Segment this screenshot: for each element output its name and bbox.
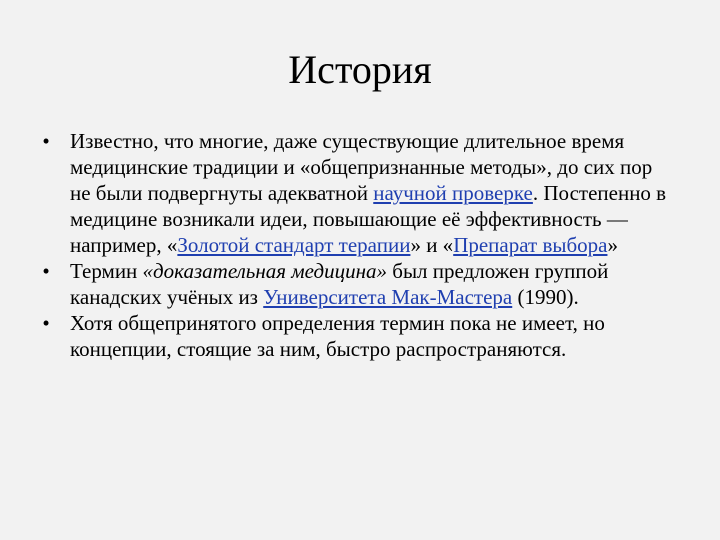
bullet-text: » — [607, 233, 618, 257]
bullet-icon: • — [42, 259, 50, 283]
bullet-icon: • — [42, 311, 50, 335]
bullet-icon: • — [42, 129, 50, 153]
bullet-history-methods — [36, 128, 676, 258]
term-evidence-based-medicine: «доказательная медицина» — [142, 259, 388, 283]
link-drug-of-choice[interactable]: Препарат выбора — [453, 233, 608, 257]
bullet-text: . Постепенно в медицине возникали идеи, повышающие её эффективность — например, « — [70, 181, 667, 257]
slide-title: История — [288, 47, 432, 92]
bullet-text: Хотя общепринятого определения термин пока не имеет, но концепции, стоящие за ним, быстро распространяются. — [70, 311, 605, 361]
bullet-text: (1990). — [512, 285, 579, 309]
link-scientific-verification[interactable]: научной проверке — [373, 181, 533, 205]
bullet-text: Известно, что многие, даже существующие длительное время медицинские традиции и «общепризнанные методы», до сих пор не были подвергнуты адекватной — [70, 129, 653, 205]
bullet-text: Термин — [70, 259, 143, 283]
bullet-term-origin — [36, 258, 676, 310]
bullet-text: был предложен группой канадских учёных из — [70, 259, 609, 309]
bullet-list — [36, 128, 676, 362]
link-mcmaster-university[interactable]: Университета Мак-Мастера — [263, 285, 513, 309]
link-gold-standard-therapy[interactable]: Золотой стандарт терапии — [177, 233, 411, 257]
bullet-text: » и « — [410, 233, 454, 257]
bullet-definition — [36, 310, 676, 362]
